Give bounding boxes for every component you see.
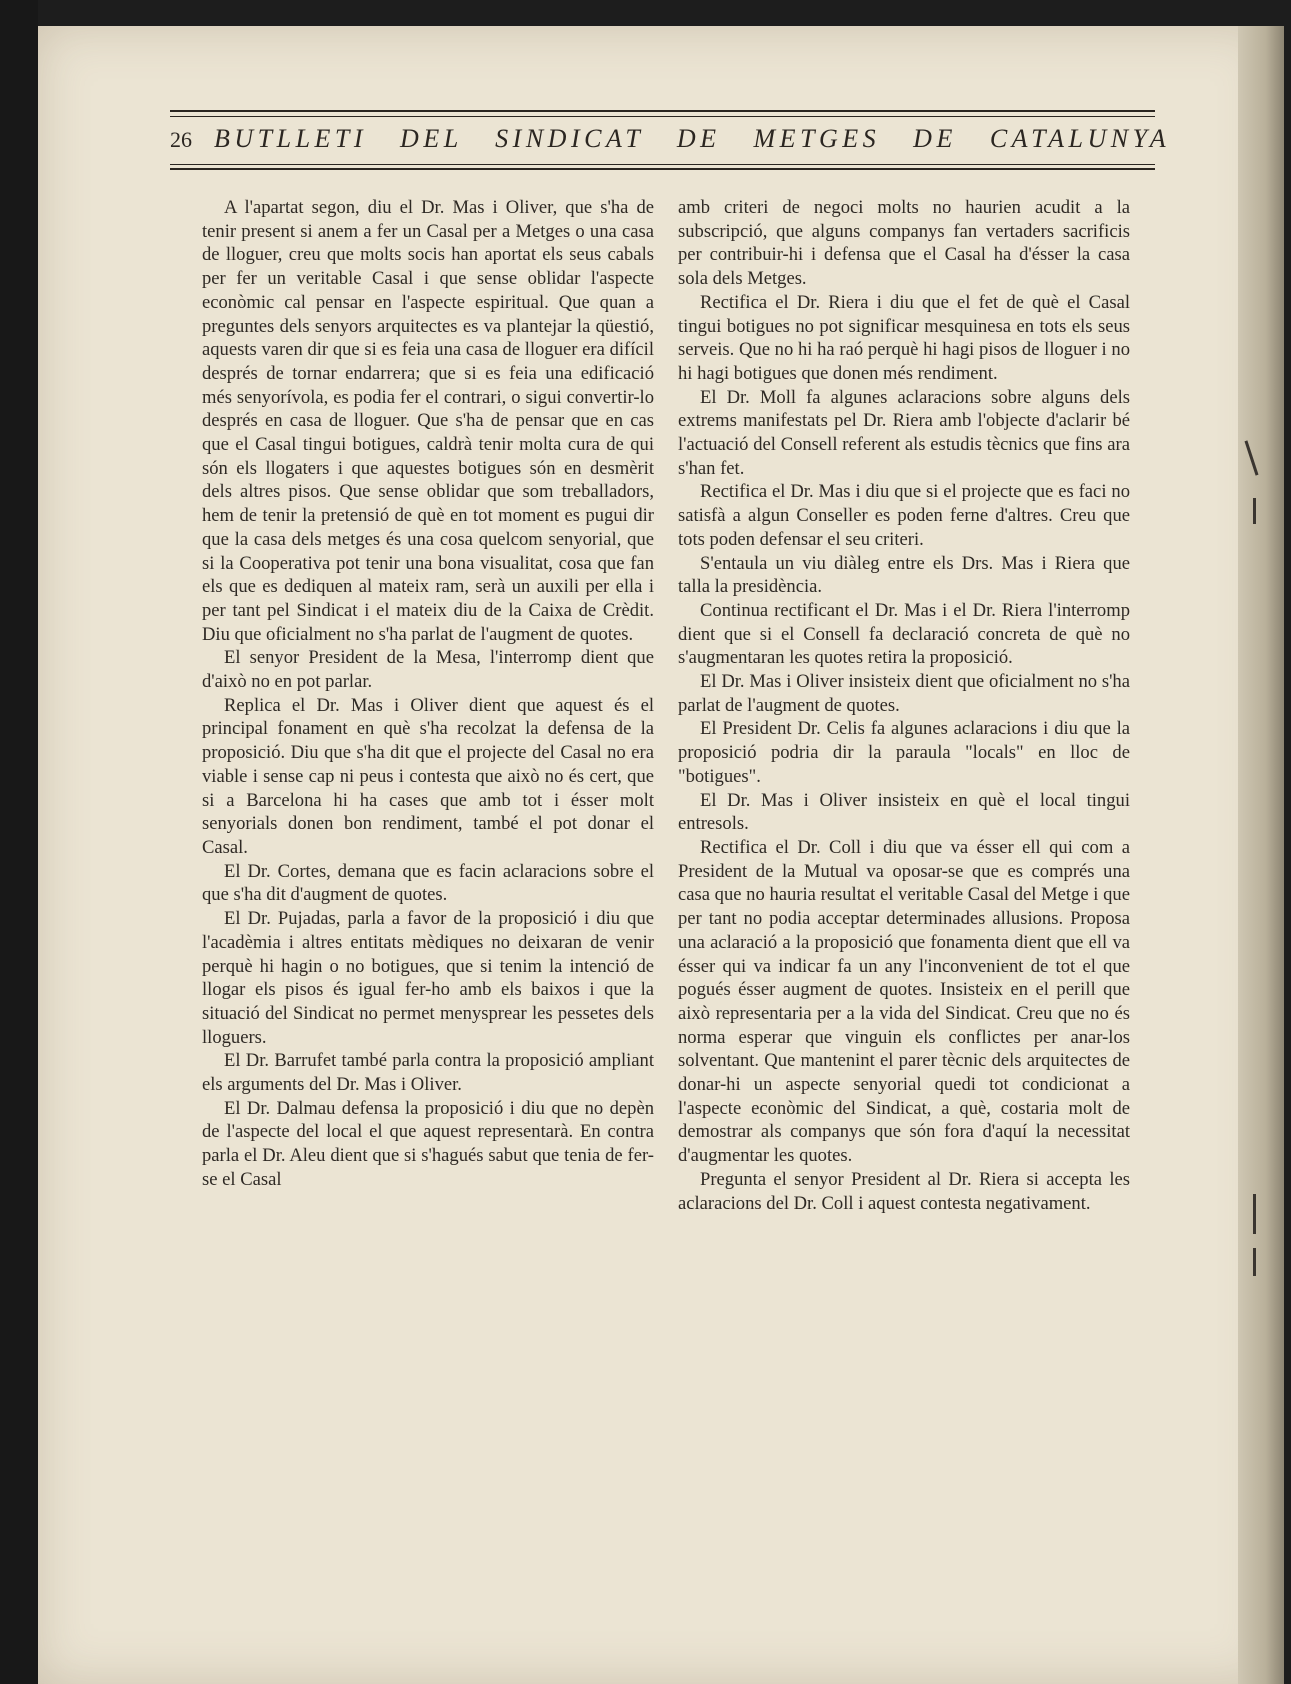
paragraph: S'entaula un viu diàleg entre els Drs. Mas i Riera que talla la presidència. bbox=[678, 552, 1130, 598]
margin-mark bbox=[1253, 1194, 1256, 1234]
paragraph: El Dr. Dalmau defensa la proposició i diu que no depèn de l'aspecte del local el que aquest representarà. En contra parla el Dr. Aleu dient que si s'hagués sabut que tenia de fer-se el Casal bbox=[202, 1097, 654, 1190]
header-row bbox=[170, 124, 1171, 160]
left-column bbox=[202, 196, 654, 1192]
header-rule-bottom bbox=[170, 168, 1155, 170]
paragraph: Rectifica el Dr. Mas i diu que si el projecte que es faci no satisfà a algun Conseller es poden ferne d'altres. Creu que tots poden defensar el seu criteri. bbox=[678, 481, 1130, 550]
paragraph: El President Dr. Celis fa algunes aclaracions i diu que la proposició podria dir la paraula "locals" en lloc de "botigues". bbox=[678, 718, 1130, 787]
paragraph: Pregunta el senyor President al Dr. Riera si accepta les aclaracions del Dr. Coll i aquest contesta negativament. bbox=[678, 1168, 1130, 1214]
journal-title: BUTLLETI DEL SINDICAT DE METGES DE CATALUNYA bbox=[214, 124, 1171, 153]
header-rule-bottom-thin bbox=[170, 164, 1155, 165]
header-rule-top-thin bbox=[170, 116, 1155, 117]
paragraph: El Dr. Cortes, demana que es facin aclaracions sobre el que s'ha dit d'augment de quotes. bbox=[202, 860, 654, 906]
paragraph: Rectifica el Dr. Riera i diu que el fet de què el Casal tingui botigues no pot significar mesquinesa en tots els seus serveis. Que no hi ha raó perquè hi hagi pisos de lloguer i no hi hagi botigues que donen més rendiment. bbox=[678, 291, 1130, 384]
paragraph-continuation: amb criteri de negoci molts no haurien acudit a la subscripció, que alguns companys fan vertaders sacrificis per contribuir-hi i defensa que el Casal ha d'ésser la casa sola dels Metges. bbox=[678, 197, 1130, 290]
page-edge bbox=[1238, 26, 1284, 1684]
paragraph: El Dr. Moll fa algunes aclaracions sobre alguns dels extrems manifestats pel Dr. Riera amb l'objecte d'aclarir bé l'actuació del Consell referent als estudis tècnics que fins ara s'han fet. bbox=[678, 386, 1130, 479]
scan-left-border bbox=[0, 0, 38, 1684]
paragraph: El senyor President de la Mesa, l'interromp dient que d'això no en pot parlar. bbox=[202, 647, 654, 693]
right-column bbox=[678, 196, 1130, 1215]
margin-mark bbox=[1253, 498, 1256, 524]
paragraph: El Dr. Barrufet també parla contra la proposició ampliant els arguments del Dr. Mas i Oliver. bbox=[202, 1050, 654, 1096]
page-header bbox=[170, 86, 1171, 176]
paragraph: Replica el Dr. Mas i Oliver dient que aquest és el principal fonament en què s'ha recolzat la defensa de la proposició. Diu que s'ha dit que el projecte del Casal no era viable i sense cap ni peus i contesta que això no és cert, que si a Barcelona hi ha cases que amb tot i ésser molt senyorials donen bon rendiment, també el pot donar el Casal. bbox=[202, 694, 654, 858]
paragraph: Continua rectificant el Dr. Mas i el Dr. Riera l'interromp dient que si el Consell fa declaració concreta de què no s'augmentaran les quotes retira la proposició. bbox=[678, 599, 1130, 669]
paragraph: Rectifica el Dr. Coll i diu que va ésser ell qui com a President de la Mutual va oposar-se que es comprés una casa que no hauria resultat el veritable Casal del Metge i que per tant no podia acceptar determinades allusions. Proposa una aclaració a la proposició que fonamenta dient que ell va ésser qui va indicar fa un any l'inconvenient de tot el que pogués ésser augment de quotes. Insisteix en el perill que això representaria per a la vida del Sindicat. Creu que no és norma esperar que vinguin els conflictes per anar-los solventant. Que mantenint el parer tècnic dels arquitectes de donar-hi un aspecte senyorial quedi tot condicionat a l'aspecte econòmic del Sindicat, a què, costaria molt de demostrar als companys que són fora d'aquí la necessitat d'augmentar les quotes. bbox=[678, 836, 1130, 1167]
header-rule-top bbox=[170, 110, 1155, 112]
paragraph: El Dr. Mas i Oliver insisteix en què el local tingui entresols. bbox=[678, 789, 1130, 835]
margin-mark bbox=[1253, 1248, 1256, 1276]
paragraph: El Dr. Mas i Oliver insisteix dient que oficialment no s'ha parlat de l'augment de quotes. bbox=[678, 671, 1130, 716]
page-number: 26 bbox=[170, 127, 192, 152]
paragraph: El Dr. Pujadas, parla a favor de la proposició i diu que l'acadèmia i altres entitats mèdiques no deixaran de venir perquè hi hagin o no botigues, que si tenim la intenció de llogar els pisos és igual fer-ho amb els baixos i que la situació del Sindicat no permet menysprear les pessetes dels lloguers. bbox=[202, 908, 654, 1048]
paragraph: A l'apartat segon, diu el Dr. Mas i Oliver, que s'ha de tenir present si anem a fer un Casal per a Metges o una casa de lloguer, creu que molts socis han aportat els seus cabals per fer un veritable Casal i que sense oblidar l'aspecte econòmic cal pensar en l'aspecte espiritual. Que quan a preguntes dels senyors arquitectes es va plantejar la qüestió, aquests varen dir que si es feia una casa de lloguer era difícil després de tornar endarrera; que si es feia una edificació més senyorívola, es podia fer el contrari, o sigui convertir-lo després en casa de lloguer. Que s'ha de pensar que en cas que el Casal tingui botigues, caldrà tenir molta cura de qui són els llogaters i que aquestes botigues són en desmèrit dels altres pisos. Que sense oblidar que som treballadors, hem de tenir la pretensió de què en tot moment es pugui dir que la casa dels metges és una cosa quelcom senyorial, que si la Cooperativa pot tenir una bona visualitat, cosa que fan els que es dediquen al mateix ram, serà un auxili per ella i per tant pel Sindicat i el mateix diu de la Caixa de Crèdit. Diu que oficialment no s'ha parlat de l'augment de quotes. bbox=[202, 197, 654, 645]
